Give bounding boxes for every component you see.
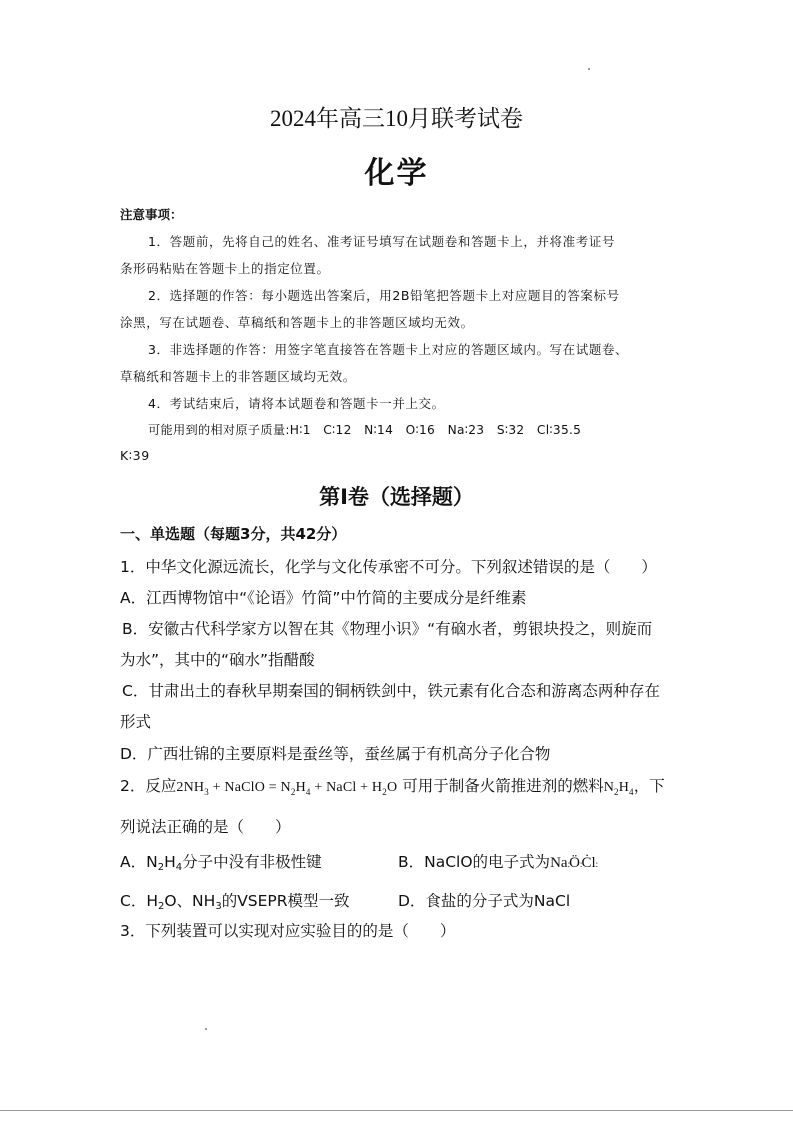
question-2-prefix: 2．反应	[120, 777, 177, 795]
question-1-option-c-line-1: C．甘肃出土的春秋早期秦国的铜柄铁剑中，铁元素有化合态和游离态两种存在	[122, 682, 660, 700]
question-2-option-b: B．NaClO的电子式为Na:Ö:Ċl:	[398, 853, 598, 871]
question-2-option-a: A．$N_2H_4$分子中没有非极性键	[120, 853, 322, 873]
note-item-3-line-2: 草稿纸和答题卡上的非答题区域均无效。	[120, 369, 356, 384]
question-3-stem: 3．下列装置可以实现对应实验目的的是（ ）	[120, 922, 456, 940]
question-1-option-b-line-1: B．安徽古代科学家方以智在其《物理小识》“有硇水者，剪银块投之，则旋而	[122, 620, 653, 638]
scan-mark	[205, 1028, 207, 1030]
question-2-tail: ，下	[633, 777, 665, 795]
section-title: 第Ⅰ卷（选择题）	[319, 485, 474, 509]
note-item-3-line-1: 3．非选择题的作答：用签字笔直接答在答题卡上对应的答题区域内。写在试题卷、	[148, 342, 629, 357]
page-bottom-divider	[0, 1110, 793, 1111]
note-item-4: 4．考试结束后，请将本试题卷和答题卡一并上交。	[148, 396, 445, 411]
question-1-option-a: A．江西博物馆中“《论语》竹简”中竹简的主要成分是纤维素	[120, 589, 527, 607]
question-1-option-c-line-2: 形式	[120, 713, 152, 731]
scan-mark	[588, 68, 590, 70]
question-1-option-d: D．广西壮锦的主要原料是蚕丝等，蚕丝属于有机高分子化合物	[120, 745, 551, 763]
atomic-masses-line-1: 可能用到的相对原子质量:H∶1 C∶12 N∶14 O∶16 Na∶23 S∶32 Cl∶35.5	[148, 423, 582, 437]
question-2-stem-line-2: 列说法正确的是（ ）	[120, 818, 291, 836]
fuel-formula: $N_2H_4$	[603, 780, 634, 797]
section-subtitle: 一、单选题（每题3分，共42分）	[120, 525, 347, 543]
question-1-option-b-line-2: 为水”，其中的“硇水”指醋酸	[120, 651, 315, 669]
note-item-1-line-1: 1．答题前，先将自己的姓名、准考证号填写在试题卷和答题卡上，并将准考证号	[148, 234, 616, 249]
note-item-1-line-2: 条形码粘贴在答题卡上的指定位置。	[120, 261, 330, 276]
question-2-option-c: C．$H_2O$、$NH_3$的VSEPR模型一致	[120, 892, 350, 912]
question-2-option-d: D．食盐的分子式为NaCl	[398, 892, 571, 910]
question-2-mid: 可用于制备火箭推进剂的燃料	[402, 777, 604, 795]
exam-title: 2024年高三10月联考试卷	[270, 106, 523, 131]
reaction-equation: $2NH_3$ + NaClO = $N_2H_4$ + NaCl + $H_2O$	[176, 780, 398, 797]
subject-title: 化学	[364, 156, 429, 191]
lewis-structure-naclo: Na:Ö:Ċl:	[550, 855, 598, 871]
atomic-masses-line-2: K∶39	[120, 448, 150, 463]
note-item-2-line-1: 2．选择题的作答：每小题选出答案后，用2B铅笔把答题卡上对应题目的答案标号	[148, 288, 620, 303]
note-item-2-line-2: 涂黑，写在试题卷、草稿纸和答题卡上的非答题区域均无效。	[120, 315, 474, 330]
question-1-stem: 1．中华文化源远流长，化学与文化传承密不可分。下列叙述错误的是（ ）	[120, 558, 657, 576]
question-2-stem-line-1	[120, 774, 665, 797]
notes-heading: 注意事项：	[120, 207, 183, 222]
